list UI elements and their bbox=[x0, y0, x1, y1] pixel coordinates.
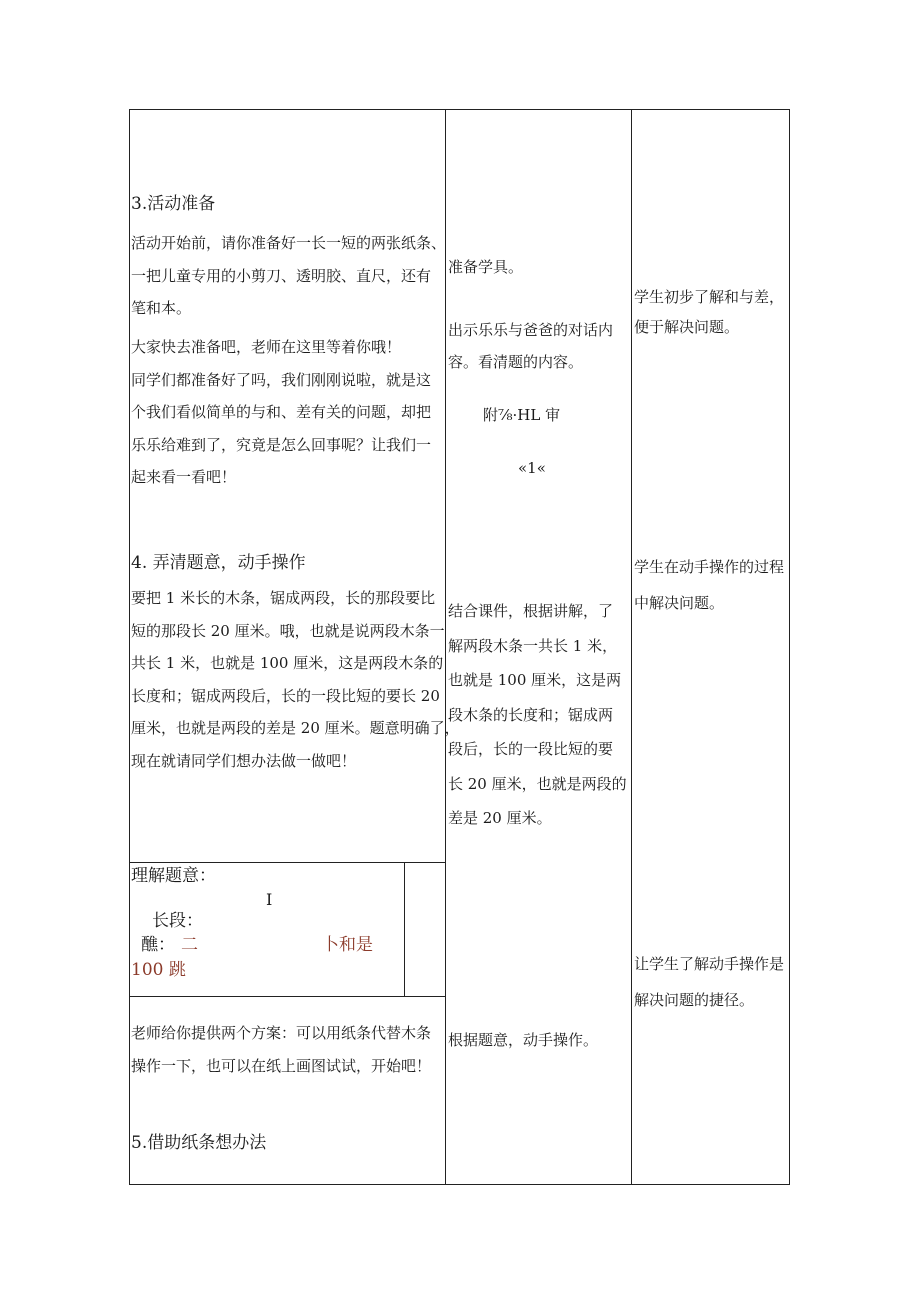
text-line: 出示乐乐与爸爸的对话内 bbox=[448, 321, 614, 339]
text-line: 差是 20 厘米。 bbox=[448, 809, 552, 827]
section-heading-3: 3.活动准备 bbox=[131, 194, 216, 214]
inner-box-bottom bbox=[129, 996, 445, 997]
garbled-text: 附⅞·HL 审 bbox=[483, 406, 561, 424]
text-line: 段后，长的一段比短的要 bbox=[448, 740, 614, 758]
text-line: 老师给你提供两个方案：可以用纸条代替木条 bbox=[131, 1024, 432, 1042]
garbled-label: 醮： bbox=[141, 935, 175, 955]
table-border-bottom bbox=[129, 1184, 790, 1185]
text-line: 让学生了解动手操作是 bbox=[634, 955, 785, 973]
diagram-red-bottom: 100 跳 bbox=[131, 960, 186, 980]
text-line: 便于解决问题。 bbox=[634, 318, 740, 336]
long-segment-label: 长段： bbox=[152, 911, 203, 931]
paragraph-plans bbox=[131, 1017, 431, 1082]
text-line: 结合课件，根据讲解，了 bbox=[448, 602, 614, 620]
teacher-activity-dialog bbox=[448, 314, 613, 378]
diagram-mark: I bbox=[266, 890, 273, 909]
design-intent-1 bbox=[634, 282, 784, 342]
text-line: 长 20 厘米，也就是两段的 bbox=[448, 774, 627, 793]
text-line: 起来看一看吧！ bbox=[131, 468, 237, 486]
text-line: 操作一下，也可以在纸上画图试试，开始吧！ bbox=[131, 1056, 432, 1075]
text-line: 个我们看似简单的与和、差有关的问题，却把 bbox=[131, 403, 432, 421]
teacher-activity-explain bbox=[448, 594, 627, 836]
table-border-top bbox=[129, 109, 790, 110]
section-heading-4: 4. 弄清题意，动手操作 bbox=[131, 553, 306, 573]
text-line: 活动开始前，请你准备好一长一短的两张纸条、 bbox=[131, 234, 447, 252]
text-line: 学生在动手操作的过程 bbox=[634, 558, 785, 576]
text-line: 厘米，也就是两段的差是 20 厘米。题意明确了， bbox=[131, 719, 460, 737]
table-border-left bbox=[129, 109, 130, 1185]
diagram-red-right: 卜和是 bbox=[322, 935, 373, 955]
text-line: 解两段木条一共长 1 米， bbox=[448, 636, 618, 655]
text-line: 解决问题的捷径。 bbox=[634, 991, 755, 1009]
table-border-right bbox=[789, 109, 790, 1185]
text-line: 现在就请同学们想办法做一做吧！ bbox=[131, 751, 357, 770]
paragraph-materials bbox=[131, 227, 446, 325]
text-line: 中解决问题。 bbox=[634, 594, 725, 612]
paragraph-problem bbox=[131, 582, 460, 777]
teacher-activity-operate: 根据题意，动手操作。 bbox=[448, 1031, 599, 1049]
text-line: 同学们都准备好了吗，我们刚刚说啦，就是这 bbox=[131, 370, 432, 389]
section-heading-5: 5.借助纸条想办法 bbox=[131, 1133, 267, 1153]
text-line: 学生初步了解和与差， bbox=[634, 288, 785, 306]
paragraph-intro bbox=[131, 331, 431, 494]
column-divider-2 bbox=[631, 109, 632, 1185]
text-line: 要把 1 米长的木条，锯成两段，长的那段要比 bbox=[131, 589, 436, 607]
text-line: 笔和本。 bbox=[131, 299, 192, 317]
text-line: 段木条的长度和；锯成两 bbox=[448, 705, 614, 724]
text-line: 一把儿童专用的小剪刀、透明胶、直尺，还有 bbox=[131, 266, 432, 285]
text-line: 大家快去准备吧，老师在这里等着你哦！ bbox=[131, 338, 402, 356]
inner-box-top bbox=[129, 862, 445, 863]
teacher-activity-prepare: 准备学具。 bbox=[448, 258, 524, 276]
text-line: 共长 1 米，也就是 100 厘米，这是两段木条的 bbox=[131, 654, 444, 672]
diagram-title: 理解题意： bbox=[131, 866, 216, 886]
inner-box-divider bbox=[404, 862, 405, 996]
diagram-red-left: 二 bbox=[181, 935, 198, 955]
text-line: 也就是 100 厘米，这是两 bbox=[448, 671, 622, 689]
garbled-mark: «1« bbox=[518, 459, 546, 477]
design-intent-3 bbox=[634, 946, 784, 1018]
text-line: 短的那段长 20 厘米。哦，也就是说两段木条一 bbox=[131, 621, 445, 640]
design-intent-2 bbox=[634, 549, 784, 621]
text-line: 乐乐给难到了，究竟是怎么回事呢？让我们一 bbox=[131, 435, 432, 454]
text-line: 容。看清题的内容。 bbox=[448, 353, 584, 371]
text-line: 长度和；锯成两段后，长的一段比短的要长 20 bbox=[131, 686, 440, 705]
